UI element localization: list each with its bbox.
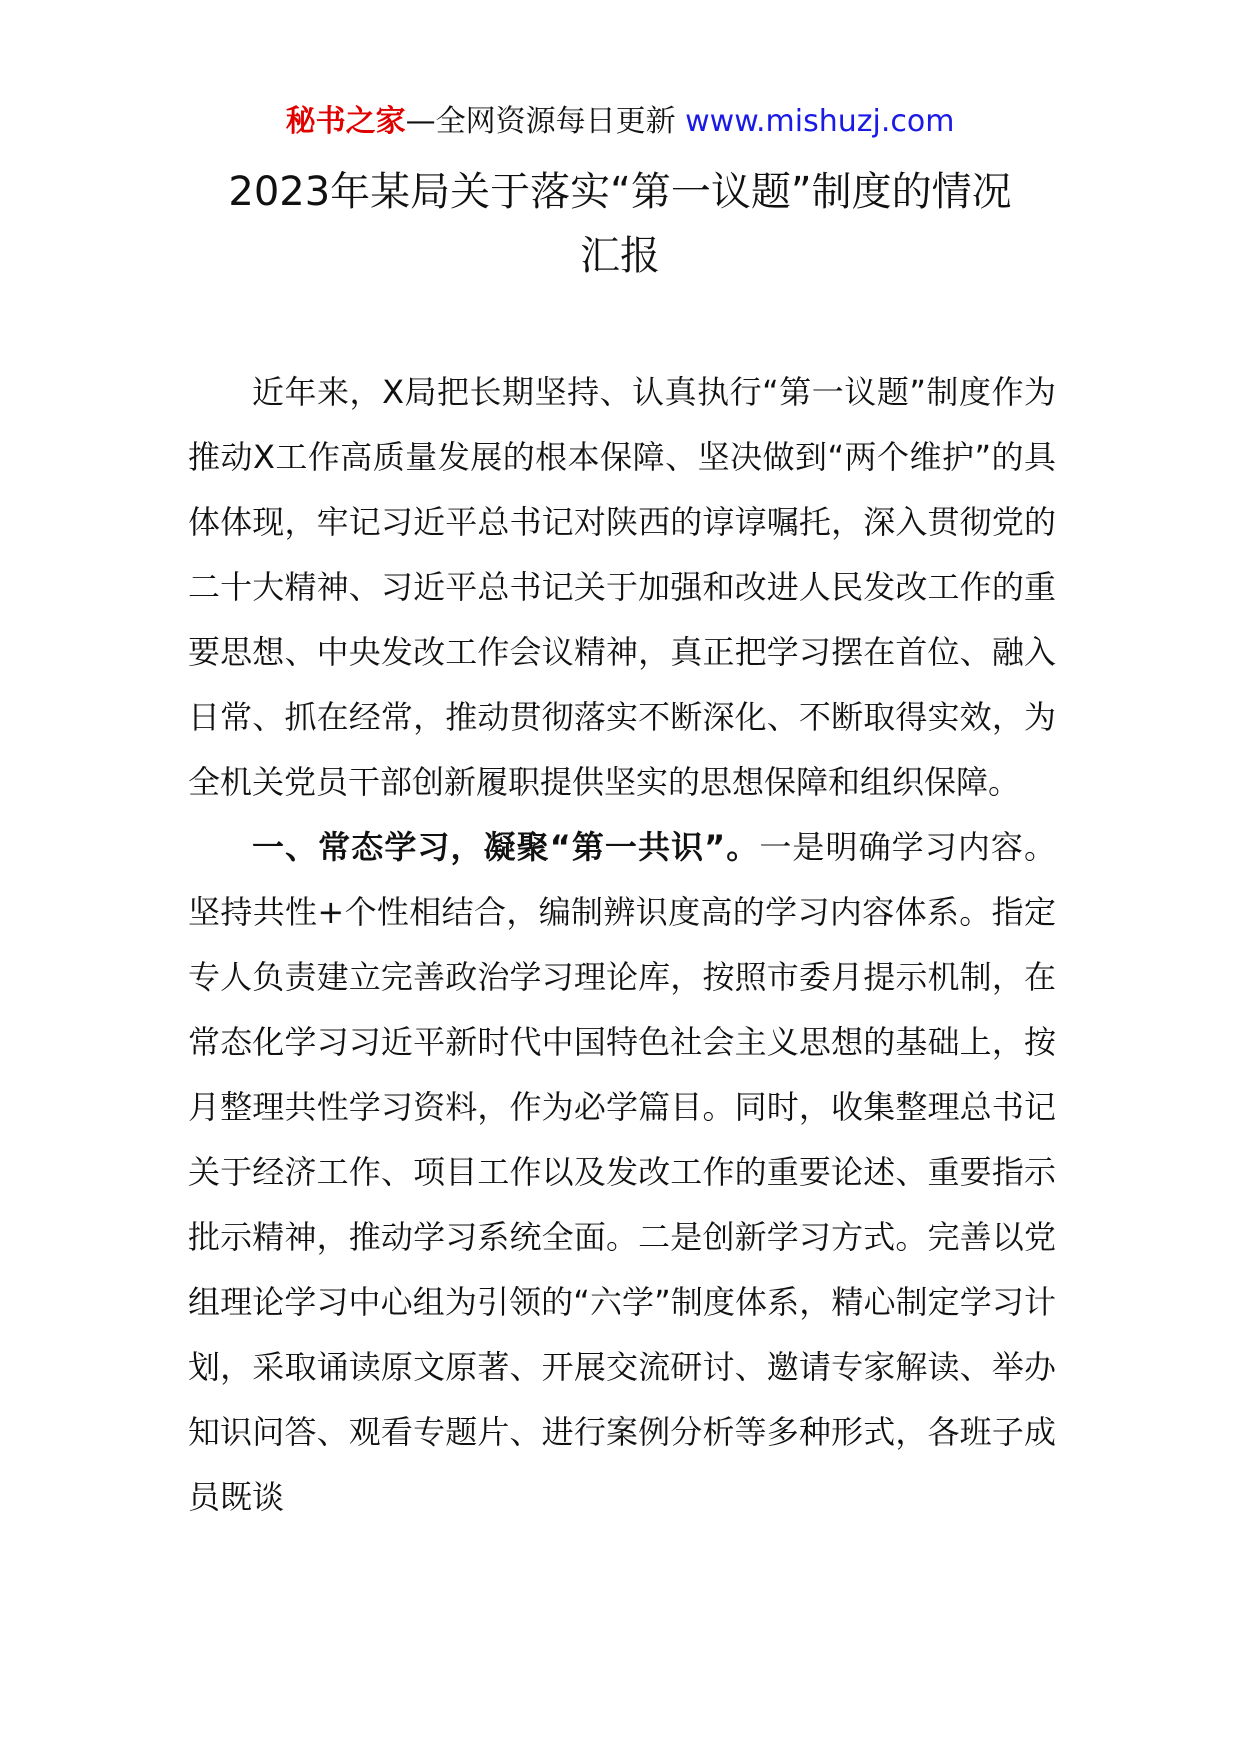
site-url[interactable]: www.mishuzj.com bbox=[685, 104, 955, 139]
document-title-line-1: 2023年某局关于落实“第一议题”制度的情况 bbox=[228, 169, 1012, 215]
section-1-paragraph bbox=[188, 815, 1056, 1530]
header-tagline: —全网资源每日更新 bbox=[405, 104, 686, 139]
brand-name: 秘书之家 bbox=[285, 104, 406, 139]
intro-paragraph: 近年来，X局把长期坚持、认真执行“第一议题”制度作为推动X工作高质量发展的根本保障、坚决做到“两个维护”的具体体现，牢记习近平总书记对陕西的谆谆嘱托，深入贯彻党的二十大精神、习近平总书记关于加强和改进人民发改工作的重要思想、中央发改工作会议精神，真正把学习摆在首位、融入日常、抓在经常，推动贯彻落实不断深化、不断取得实效，为全机关党员干部创新履职提供坚实的思想保障和组织保障。 bbox=[188, 373, 1056, 801]
document-title-line-2: 汇报 bbox=[580, 233, 660, 279]
document-body bbox=[188, 360, 1056, 1530]
section-1-body: 一是明确学习内容。坚持共性+个性相结合，编制辨识度高的学习内容体系。指定专人负责建立完善政治学习理论库，按照市委月提示机制，在常态化学习习近平新时代中国特色社会主义思想的基础上，按月整理共性学习资料，作为必学篇目。同时，收集整理总书记关于经济工作、项目工作以及发改工作的重要论述、重要指示批示精神，推动学习系统全面。二是创新学习方式。完善以党组理论学习中心组为引领的“六学”制度体系，精心制定学习计划，采取诵读原文原著、开展交流研讨、邀请专家解读、举办知识问答、观看专题片、进行案例分析等多种形式，各班子成员既谈 bbox=[188, 828, 1056, 1516]
document-title bbox=[150, 160, 1090, 288]
header-banner bbox=[0, 100, 1240, 144]
section-1-heading: 一、常态学习，凝聚“第一共识”。 bbox=[252, 828, 760, 866]
